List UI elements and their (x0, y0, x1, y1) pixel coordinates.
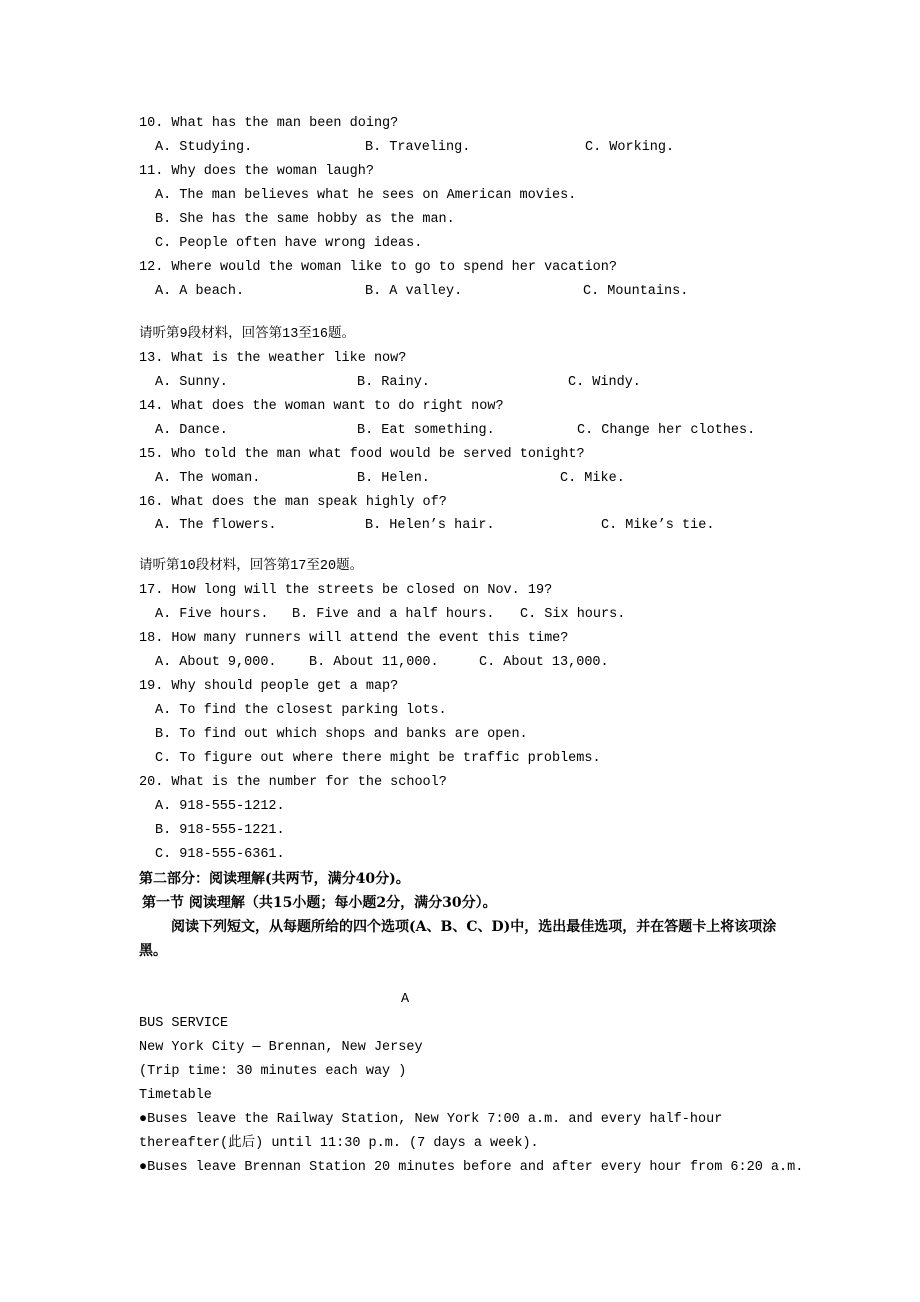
question-15: 15. Who told the man what food would be served tonight? (139, 447, 585, 462)
option-c: C. 918-555-6361. (155, 847, 285, 862)
option-b: B. To find out which shops and banks are open. (155, 727, 528, 742)
timetable-bullet-2: ●Buses leave Brennan Station 20 minutes before and after every hour from 6:20 a.m. (139, 1160, 804, 1175)
question-12: 12. Where would the woman like to go to spend her vacation? (139, 260, 617, 275)
option-c: C. Mike. (560, 471, 625, 486)
option-b: B. Five and a half hours. (292, 607, 495, 622)
option-b: B. Helen’s hair. (365, 518, 495, 533)
option-a: A. 918-555-1212. (155, 799, 285, 814)
option-a: A. To find the closest parking lots. (155, 703, 447, 718)
question-20: 20. What is the number for the school? (139, 775, 447, 790)
option-b: B. A valley. (365, 284, 463, 299)
question-13: 13. What is the weather like now? (139, 351, 407, 366)
exam-page (139, 112, 804, 1180)
option-b: B. Rainy. (357, 375, 430, 390)
option-c: C. To figure out where there might be traffic problems. (155, 751, 601, 766)
option-c: C. Change her clothes. (577, 423, 756, 438)
passage-label: A (400, 992, 410, 1007)
question-18: 18. How many runners will attend the event this time? (139, 631, 569, 646)
option-c: C. Windy. (568, 375, 641, 390)
part-two-heading: 第二部分：阅读理解(共两节，满分40分)。 (139, 871, 410, 887)
option-c: C. Six hours. (520, 607, 626, 622)
reading-instructions: 阅读下列短文，从每题所给的四个选项(A、B、C、D)中，选出最佳选项，并在答题卡上将该项涂黑。 (139, 919, 777, 959)
options-10 (139, 136, 784, 160)
question-17: 17. How long will the streets be closed on Nov. 19? (139, 583, 553, 598)
option-c: C. Mountains. (583, 284, 689, 299)
question-14: 14. What does the woman want to do right now? (139, 399, 504, 414)
section-one-heading: 第一节 阅读理解（共15小题；每小题2分，满分30分）。 (142, 895, 497, 911)
section-instruction-9: 请听第9段材料，回答第13至16题。 (139, 327, 356, 342)
options-15 (139, 467, 784, 491)
option-a: A. A beach. (155, 284, 245, 299)
passage-trip-time: (Trip time: 30 minutes each way ) (139, 1064, 407, 1079)
option-b: B. Traveling. (365, 140, 471, 155)
option-a: A. Sunny. (155, 375, 228, 390)
option-b: B. 918-555-1221. (155, 823, 285, 838)
option-a: A. Studying. (155, 140, 253, 155)
question-19: 19. Why should people get a map? (139, 679, 399, 694)
option-b: B. She has the same hobby as the man. (155, 212, 455, 227)
options-13 (139, 371, 784, 395)
option-c: C. About 13,000. (479, 655, 609, 670)
option-a: A. Five hours. (155, 607, 269, 622)
passage-timetable-heading: Timetable (139, 1088, 212, 1103)
options-18 (139, 651, 784, 675)
option-b: B. Helen. (357, 471, 430, 486)
options-12 (139, 280, 784, 304)
timetable-bullet-1: ●Buses leave the Railway Station, New York 7:00 a.m. and every half-hour thereafter(此后) until 11:30 p.m. (7 days a week). (139, 1112, 723, 1151)
option-a: A. The man believes what he sees on American movies. (155, 188, 577, 203)
option-b: B. About 11,000. (309, 655, 439, 670)
passage-title: BUS SERVICE (139, 1016, 229, 1031)
option-b: B. Eat something. (357, 423, 495, 438)
option-a: A. About 9,000. (155, 655, 277, 670)
question-10: 10. What has the man been doing? (139, 116, 399, 131)
passage-route: New York City — Brennan, New Jersey (139, 1040, 423, 1055)
options-17 (139, 603, 784, 627)
question-16: 16. What does the man speak highly of? (139, 495, 447, 510)
question-11: 11. Why does the woman laugh? (139, 164, 374, 179)
option-a: A. The flowers. (155, 518, 277, 533)
section-instruction-10: 请听第10段材料，回答第17至20题。 (139, 559, 364, 574)
option-c: C. Mike’s tie. (601, 518, 715, 533)
option-a: A. The woman. (155, 471, 261, 486)
options-16 (139, 514, 784, 538)
options-14 (139, 419, 784, 443)
option-a: A. Dance. (155, 423, 228, 438)
option-c: C. Working. (585, 140, 675, 155)
option-c: C. People often have wrong ideas. (155, 236, 423, 251)
